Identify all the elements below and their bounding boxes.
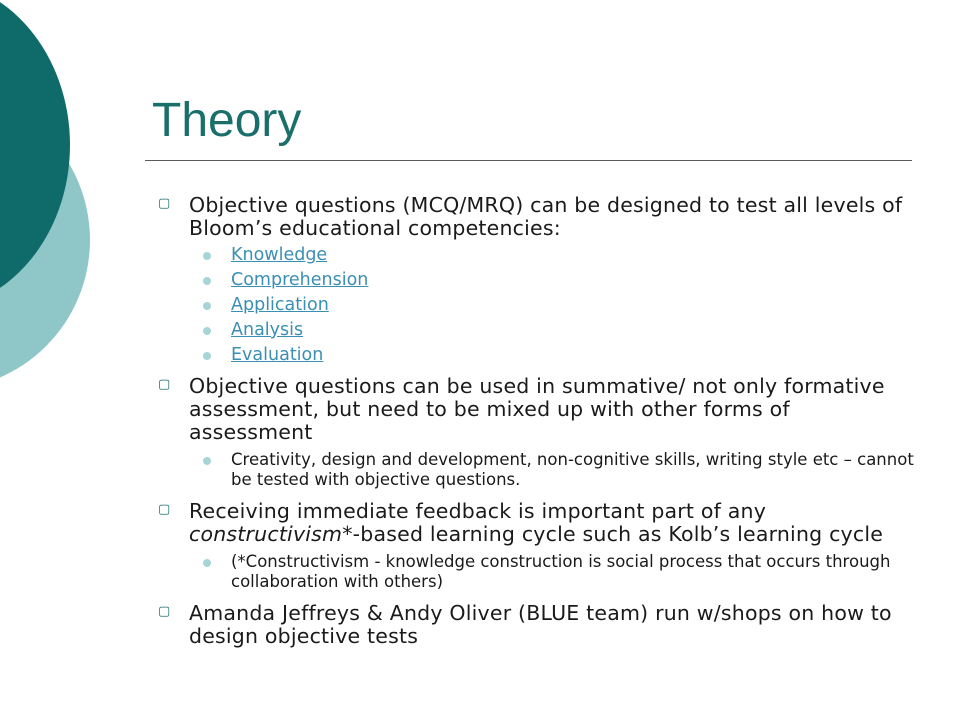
dot-bullet-icon [203,352,211,360]
bullet-3-text-before: Receiving immediate feedback is important part of any [189,499,767,523]
dot-bullet-icon [203,559,211,567]
dot-bullet-icon [203,457,211,465]
sub-bullet-knowledge[interactable] [158,245,918,265]
square-bullet-icon [158,503,172,517]
square-bullet-icon [158,378,172,392]
bullet-1-text: Objective questions (MCQ/MRQ) can be designed to test all levels of Bloom’s educational competencies: [189,193,903,240]
sub-bullet-comprehension[interactable] [158,270,918,290]
square-bullet-icon [158,197,172,211]
link-evaluation[interactable]: Evaluation [231,345,324,365]
sub-bullet-evaluation[interactable] [158,345,918,365]
sub-bullet-creativity [158,450,918,490]
sub-bullet-analysis[interactable] [158,320,918,340]
slide-title: Theory [152,94,302,147]
bullet-2 [158,375,918,444]
link-knowledge[interactable]: Knowledge [231,245,328,265]
sub-bullet-application[interactable] [158,295,918,315]
bullet-3-text-italic: constructivism [189,522,343,546]
link-analysis[interactable]: Analysis [231,320,304,340]
dot-bullet-icon [203,277,211,285]
slide-body [158,194,918,648]
dot-bullet-icon [203,327,211,335]
square-bullet-icon [158,605,172,619]
sub-bullet-constructivism-text: (*Constructivism - knowledge construction is social process that occurs through collaboration with others) [231,552,891,591]
bullet-2-text: Objective questions can be used in summative/ not only formative assessment, but need to be mixed up with other forms of assessment [189,374,885,444]
bullet-4 [158,602,918,648]
bullet-3-text-after: *-based learning cycle such as Kolb’s learning cycle [342,522,884,546]
link-application[interactable]: Application [231,295,329,315]
title-divider [145,160,912,161]
bullet-3 [158,500,918,546]
link-comprehension[interactable]: Comprehension [231,270,369,290]
dot-bullet-icon [203,302,211,310]
sub-bullet-creativity-text: Creativity, design and development, non-cognitive skills, writing style etc – cannot be tested with objective questions. [231,450,914,489]
dot-bullet-icon [203,252,211,260]
bullet-4-text: Amanda Jeffreys & Andy Oliver (BLUE team) run w/shops on how to design objective tests [189,601,892,648]
bullet-1 [158,194,918,240]
sub-bullet-constructivism [158,552,918,592]
